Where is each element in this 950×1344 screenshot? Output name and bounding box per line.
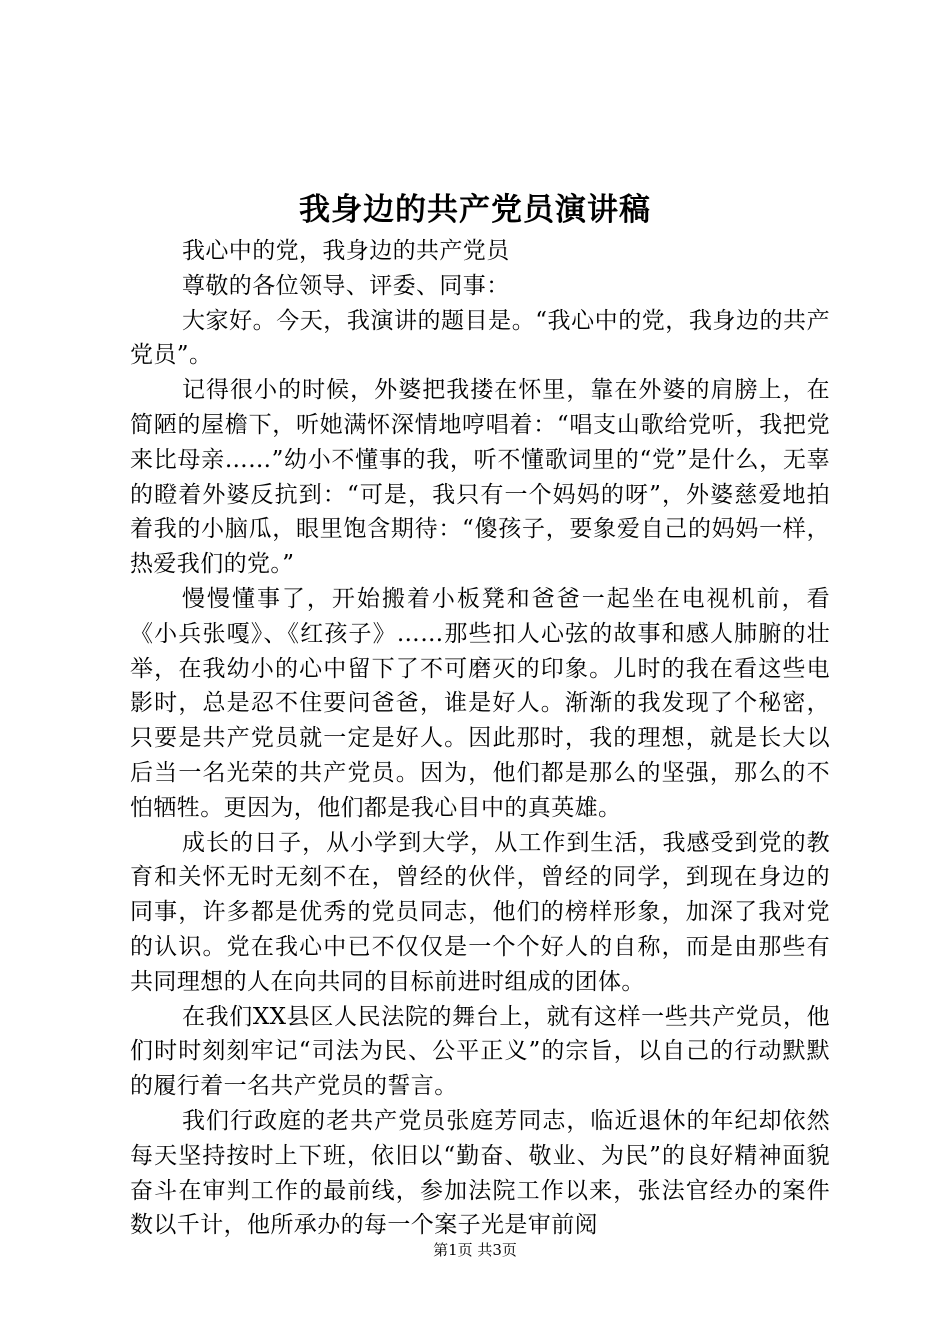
paragraph-subtitle: 我心中的党，我身边的共产党员: [182, 238, 510, 264]
paragraph-court-members: 在我们XX县区人民法院的舞台上，就有这样一些共产党员，他们时时刻刻牢记“司法为民、公平正义”的宗旨，以自己的行动默默的履行着一名共产党员的誓言。: [130, 1003, 830, 1100]
page-number-footer: 第1页 共3页: [433, 1241, 517, 1259]
paragraph-greeting: 大家好。今天，我演讲的题目是。“我心中的党，我身边的共产党员”。: [130, 307, 830, 369]
document-title: 我身边的共产党员演讲稿: [299, 192, 651, 228]
paragraph-growing-up: 慢慢懂事了，开始搬着小板凳和爸爸一起坐在电视机前，看《小兵张嘎》、《红孩子》……那些扣人心弦的故事和感人肺腑的壮举，在我幼小的心中留下了不可磨灭的印象。儿时的我在看这些电影时，总是忍不住要问爸爸，谁是好人。渐渐的我发现了个秘密，只要是共产党员就一定是好人。因此那时，我的理想，就是长大以后当一名光荣的共产党员。因为，他们都是那么的坚强，那么的不怕牺牲。更因为，他们都是我心目中的真英雄。: [130, 585, 830, 821]
paragraph-school-years: 成长的日子，从小学到大学，从工作到生活，我感受到党的教育和关怀无时无刻不在，曾经的伙伴，曾经的同学，到现在身边的同事，许多都是优秀的党员同志，他们的榜样形象，加深了我对党的认识。党在我心中已不仅仅是一个个好人的自称，而是由那些有共同理想的人在向共同的目标前进时组成的团体。: [130, 829, 830, 995]
paragraph-childhood: 记得很小的时候，外婆把我搂在怀里，靠在外婆的肩膀上，在简陋的屋檐下，听她满怀深情地哼唱着：“唱支山歌给党听，我把党来比母亲……”幼小不懂事的我，听不懂歌词里的“党”是什么，无辜的瞪着外婆反抗到：“可是，我只有一个妈妈的呀”，外婆慈爱地拍着我的小脑瓜，眼里饱含期待：“傻孩子，要象爱自己的妈妈一样，热爱我们的党。”: [130, 377, 830, 578]
paragraph-zhang-tingfang: 我们行政庭的老共产党员张庭芳同志，临近退休的年纪却依然每天坚持按时上下班，依旧以“勤奋、敬业、为民”的良好精神面貌奋斗在审判工作的最前线，参加法院工作以来，张法官经办的案件数以千计，他所承办的每一个案子光是审前阅: [130, 1107, 830, 1239]
paragraph-salutation: 尊敬的各位领导、评委、同事：: [182, 272, 510, 299]
document-body: [130, 234, 830, 1243]
